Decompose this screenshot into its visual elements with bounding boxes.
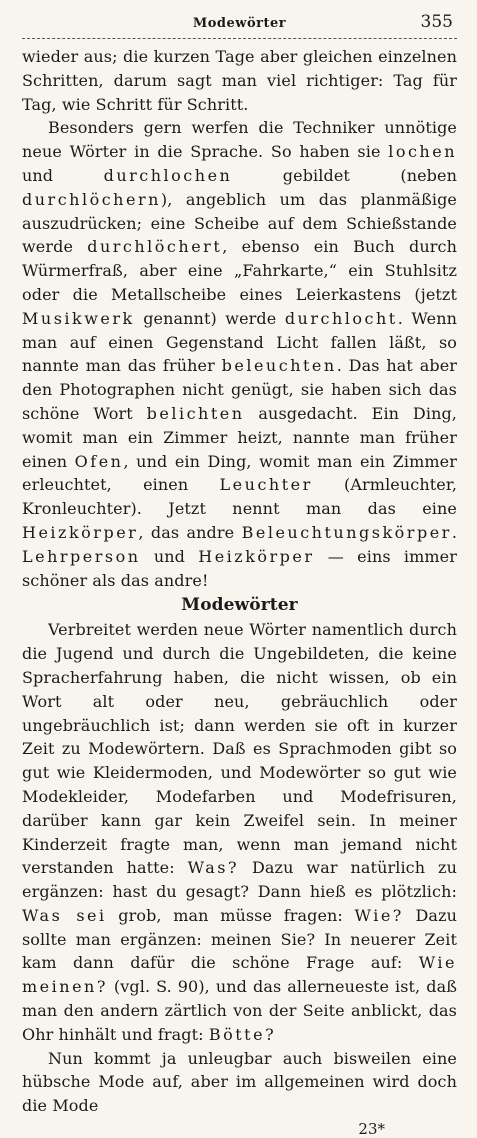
spaced-word: Was? [187,858,240,878]
text-run: ausgedacht. Ein Ding, womit man ein Zimmer heizt, nannte man früher einen [22,403,457,471]
text-run: . Das hat aber den Photographen nicht genügt, sie haben sich das schöne Wort [22,356,458,423]
text-run: — eins immer schöner als das andre! [22,546,457,590]
running-head [22,10,457,34]
text-run: , das andre [138,522,242,542]
text-run: Dazu sollte man ergänzen: meinen Sie? In neuerer Zeit kam dann dafür die schöne Frage auf: [22,905,458,973]
text-run: grob, man müsse fragen: [106,905,355,925]
section-heading: Modewörter [181,595,298,616]
text-run: (Armleuchter, Kronleuchter). Jetzt nennt man das eine [22,475,458,519]
spaced-word: Leuchter [219,475,313,495]
header-rule [22,38,457,39]
text-run: genannt) werde [134,308,285,328]
spaced-word: durchlocht [284,308,398,328]
sheet-signature: 23* [358,1120,385,1138]
spaced-word: lochen [388,142,457,162]
spaced-word: Musikwerk [22,308,135,328]
text-run: ), angeblich um das planmäßige auszudrücken; eine Scheibe auf dem Schießstande werde [22,189,457,257]
text-run: gebildet (neben [232,165,457,185]
paragraph-technical-words [22,116,457,592]
spaced-word: Wie meinen? [22,953,457,997]
spaced-word: Heizkörper [198,546,315,566]
text-run: (vgl. S. 90), und das allerneueste ist, daß man den andern zärtlich von der Seite anblickt, das Ohr hinhält und fragt: [22,977,457,1044]
spaced-word: durchlöchern [22,189,161,209]
spaced-word: Was sei [22,905,107,925]
text-run: Dazu war natürlich zu ergänzen: hast du gesagt? Dann hieß es plötzlich: [22,858,457,902]
spaced-word: Wie? [354,905,404,925]
text-run: . Wenn man auf einen Gegenstand Licht fallen läßt, so nannte man das früher [22,308,457,376]
text-run: , und ein Ding, womit man ein Zimmer erleuchtet, einen [22,451,457,495]
page-number: 355 [420,12,453,32]
spaced-word: Lehrperson [22,546,141,566]
text-run: Verbreitet werden neue Wörter namentlich durch die Jugend und durch die Ungebildeten, die keine Spracherfahrung haben, die nicht wissen, ob ein Wort alt oder neu, gebräuchlich oder ungebräuchlich ist; dann werden sie oft in kurzer Zeit zu Modewörtern. Daß es Sprachmoden gibt so gut wie Kleidermoden, und Modewörter so gut wie Modekleider, Modefarben und Modefrisuren, darüber kann gar kein Zweifel sein. In meiner Kinderzeit fragte man, wenn man jemand nicht verstanden hatte: [22,620,457,878]
paragraph-continued: wieder aus; die kurzen Tage aber gleichen einzelnen Schritten, darum sagt man viel richtiger: Tag für Tag, wie Schritt für Schritt. [22,47,457,114]
text-run: , ebenso ein Buch durch Würmerfraß, aber eine „Fahrkarte,“ ein Stuhlsitz oder die Metallscheibe eines Leierkastens (jetzt [22,237,457,304]
text-run: und [22,165,104,185]
paragraph-fashion-words [22,618,457,1046]
spaced-word: belichten [146,403,245,423]
body-text [22,45,457,1118]
spaced-word: Bötte? [208,1024,277,1044]
spaced-word: durchlochen [103,165,233,185]
spaced-word: Ofen [74,451,124,471]
text-run: und [140,546,199,566]
text-run: Besonders gern werfen die Techniker unnötige neue Wörter in die Sprache. So haben sie [22,118,457,162]
spaced-word: Beleuchtungskörper [241,522,452,542]
spaced-word: Heizkörper [22,522,139,542]
text-run: . [451,522,457,542]
spaced-word: beleuchten [221,356,337,376]
running-title: Modewörter [192,16,287,31]
spaced-word: durchlöchert [87,237,223,257]
paragraph-closing: Nun kommt ja unleugbar auch bisweilen eine hübsche Mode auf, aber im allgemeinen wird doch die Mode [22,1048,457,1116]
